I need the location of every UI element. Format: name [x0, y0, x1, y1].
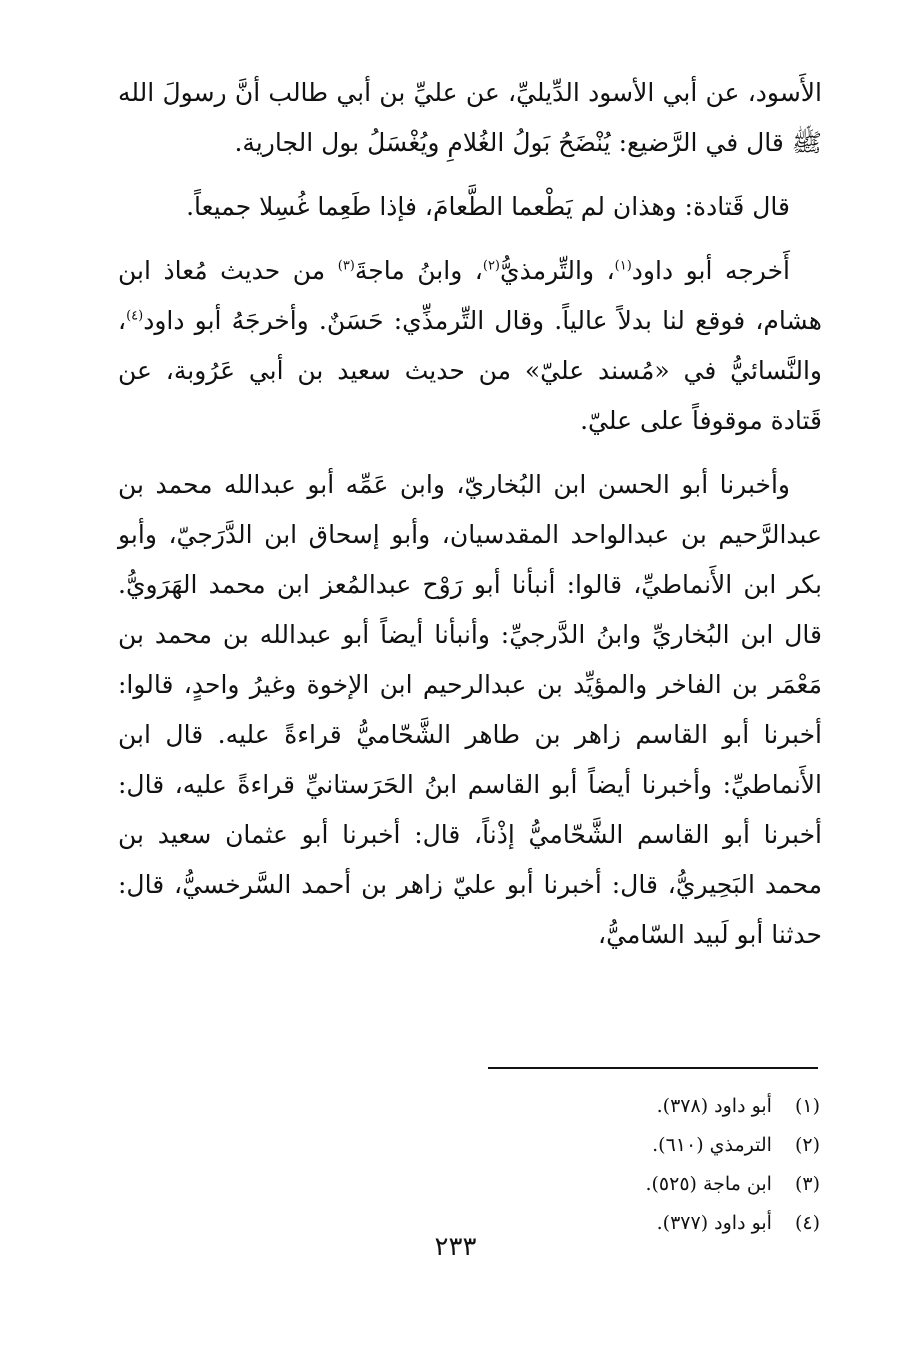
main-text — [118, 68, 822, 974]
page-number: ٢٣٣ — [434, 1232, 477, 1262]
paragraph-3-part-a: أَخرجه أبو داود — [631, 256, 790, 285]
footnote-text: أبو داود (٣٧٧). — [656, 1212, 772, 1234]
footnote-item — [400, 1126, 820, 1165]
paragraph-3-part-e: ، والنَّسائيُّ في «مُسند عليّ» من حديث سعيد بن أبي عَرُوبة، عن قَتادة موقوفاً على عليّ. — [118, 306, 822, 435]
footnote-text: الترمذي (٦١٠). — [652, 1134, 772, 1156]
footnote-separator — [488, 1067, 818, 1069]
footnote-item — [400, 1087, 820, 1126]
footnotes-list — [400, 1087, 820, 1243]
footnote-ref-1: (١) — [614, 258, 632, 274]
footnote-number: (٤) — [794, 1212, 820, 1234]
footnote-ref-2: (٢) — [482, 258, 500, 274]
paragraph-2: قال قَتادة: وهذان لم يَطْعما الطَّعامَ، فإذا طَعِما غُسِلا جميعاً. — [186, 192, 790, 221]
footnote-text: ابن ماجة (٥٢٥). — [645, 1173, 772, 1195]
paragraph-4: وأخبرنا أبو الحسن ابن البُخاريّ، وابن عَمِّه أبو عبدالله محمد بن عبدالرَّحيم بن عبدالواحد المقدسيان، وأبو إسحاق ابن الدَّرَجيّ، وأبو بكر ابن الأَنماطيِّ، قالوا: أنبأنا أبو رَوْح عبدالمُعز ابن محمد الهَرَويُّ. قال ابن البُخاريِّ وابنُ الدَّرجيِّ: وأنبأنا أيضاً أبو عبدالله بن محمد بن مَعْمَر بن الفاخر والمؤيِّد بن عبدالرحيم ابن الإخوة وغيرُ واحدٍ، قالوا: أخبرنا أبو القاسم زاهر بن طاهر الشَّحّاميُّ قراءةً عليه. قال ابن الأَنماطيِّ: وأخبرنا أيضاً أبو القاسم ابنُ الحَرَستانيِّ قراءةً عليه، قال: أخبرنا أبو القاسم الشَّحّاميُّ إذْناً، قال: أخبرنا أبو عثمان سعيد بن محمد البَحِيريُّ، قال: أخبرنا أبو عليّ زاهر بن أحمد السَّرخسيُّ، قال: حدثنا أبو لَبيد السّاميُّ، — [118, 470, 822, 949]
paragraph-3-part-b: ، والتِّرمذيُّ — [500, 256, 615, 285]
footnote-number: (١) — [794, 1095, 820, 1117]
footnote-item — [400, 1165, 820, 1204]
footnote-ref-3: (٣) — [337, 258, 355, 274]
paragraph-3-part-c: ، وابنُ ماجةَ — [354, 256, 483, 285]
paragraph-3 — [118, 246, 822, 446]
footnote-ref-4: (٤) — [126, 308, 144, 324]
paragraph-3-part-d: من حديث مُعاذ ابن هشام، فوقع لنا بدلاً عالياً. وقال التِّرمذِّي: حَسَنٌ. وأخرجَهُ أبو داود — [118, 256, 822, 335]
paragraph-1: الأَسود، عن أبي الأسود الدِّيليِّ، عن عليِّ بن أبي طالب أنَّ رسولَ الله ﷺ قال في الرَّضيع: يُنْضَحُ بَولُ الغُلامِ ويُغْسَلُ بول الجارية. — [118, 78, 822, 157]
footnote-number: (٢) — [794, 1134, 820, 1156]
footnote-number: (٣) — [794, 1173, 820, 1195]
footnote-text: أبو داود (٣٧٨). — [656, 1095, 772, 1117]
